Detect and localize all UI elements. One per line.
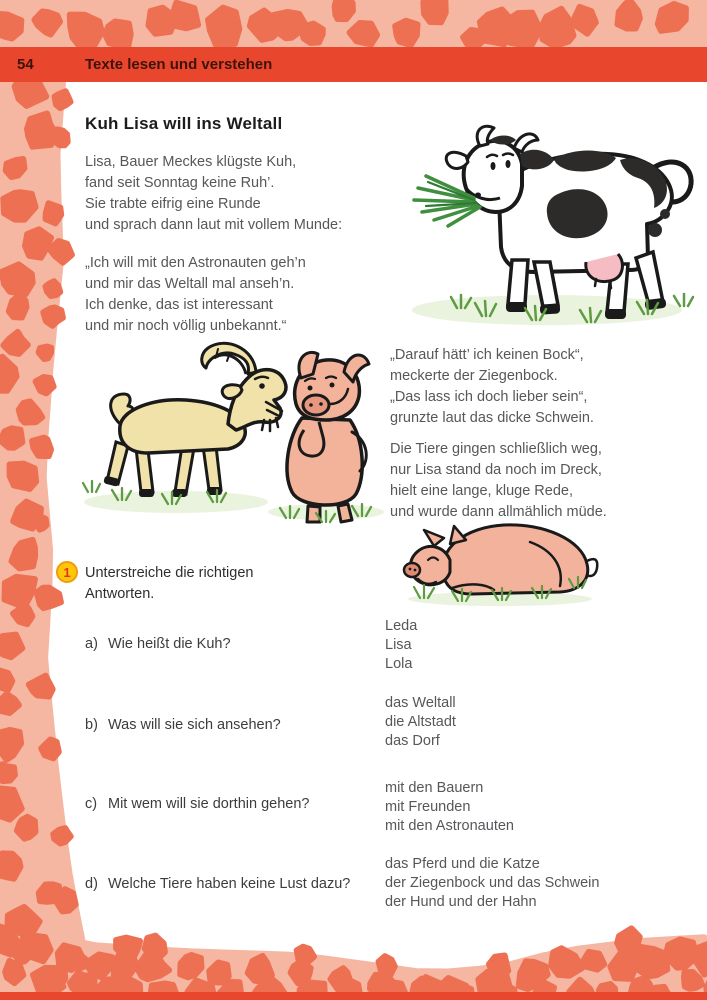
poem-line: und sprach dann laut mit vollem Munde: — [85, 217, 343, 233]
options-b — [385, 694, 456, 751]
poem-line: „Darauf hätt’ ich keinen Bock“, — [390, 347, 584, 363]
question-label: a) — [85, 636, 98, 652]
stanza-3 — [390, 345, 594, 429]
stanza-4 — [390, 439, 607, 523]
poem-line: und wurde dann allmählich müde. — [390, 504, 607, 520]
question-text: Wie heißt die Kuh? — [108, 636, 231, 652]
question-text: Was will sie sich ansehen? — [108, 717, 281, 733]
poem-line: hielt eine lange, kluge Rede, — [390, 483, 573, 499]
poem-line: fand seit Sonntag keine Ruh’. — [85, 175, 275, 191]
poem-line: nur Lisa stand da noch im Dreck, — [390, 462, 602, 478]
options-a — [385, 617, 417, 674]
poem-line: grunzte laut das dicke Schwein. — [390, 410, 594, 426]
goat-standing — [103, 343, 286, 497]
options-c — [385, 779, 514, 836]
poem-line: Sie trabte eifrig eine Runde — [85, 196, 261, 212]
poem-line: Lisa, Bauer Meckes klügste Kuh, — [85, 154, 297, 170]
question-label: c) — [85, 796, 98, 812]
header-bar — [0, 47, 707, 82]
question-b — [85, 717, 281, 733]
instruction-line: Unterstreiche die richtigen — [85, 565, 254, 581]
answer-option: das Weltall — [385, 695, 456, 711]
page-number: 54 — [17, 56, 34, 73]
answer-option: mit den Astronauten — [385, 818, 514, 834]
poem-line: und mir noch völlig unbekannt.“ — [85, 318, 287, 334]
question-a — [85, 636, 231, 652]
poem-line: Ich denke, das ist interessant — [85, 297, 273, 313]
question-label: d) — [85, 876, 98, 892]
answer-option: Lola — [385, 656, 413, 672]
question-text: Welche Tiere haben keine Lust dazu? — [108, 876, 351, 892]
task-number-badge: 1 — [56, 561, 78, 583]
answer-option: das Dorf — [385, 733, 440, 749]
answer-option: mit Freunden — [385, 799, 471, 815]
goat-and-pig-illustration — [58, 332, 388, 527]
answer-option: Leda — [385, 618, 418, 634]
header-title: Texte lesen und verstehen — [85, 56, 273, 73]
answer-option: Lisa — [385, 637, 412, 653]
options-d — [385, 855, 599, 912]
answer-option: der Ziegenbock und das Schwein — [385, 875, 600, 891]
answer-option: mit den Bauern — [385, 780, 484, 796]
poem-line: „Das lass ich doch lieber sein“, — [390, 389, 588, 405]
poem-line: Die Tiere gingen schließlich weg, — [390, 441, 602, 457]
stanza-1 — [85, 152, 342, 236]
question-c — [85, 796, 309, 812]
story-title: Kuh Lisa will ins Weltall — [85, 114, 283, 133]
pig-lying-illustration — [392, 514, 607, 609]
question-label: b) — [85, 717, 98, 733]
stanza-2 — [85, 253, 306, 337]
poem-line: meckerte der Ziegenbock. — [390, 368, 558, 384]
question-d — [85, 876, 350, 892]
question-text: Mit wem will sie dorthin gehen? — [108, 796, 310, 812]
answer-option: die Altstadt — [385, 714, 456, 730]
pig-standing-thinking — [280, 352, 371, 522]
cow-eating-grass-illustration — [362, 102, 705, 332]
instruction-line: Antworten. — [85, 586, 155, 602]
answer-option: das Pferd und die Katze — [385, 856, 540, 872]
poem-line: und mir das Weltall mal anseh’n. — [85, 276, 295, 292]
task-instruction — [85, 563, 253, 605]
answer-option: der Hund und der Hahn — [385, 894, 537, 910]
poem-line: „Ich will mit den Astronauten geh’n — [85, 255, 306, 271]
